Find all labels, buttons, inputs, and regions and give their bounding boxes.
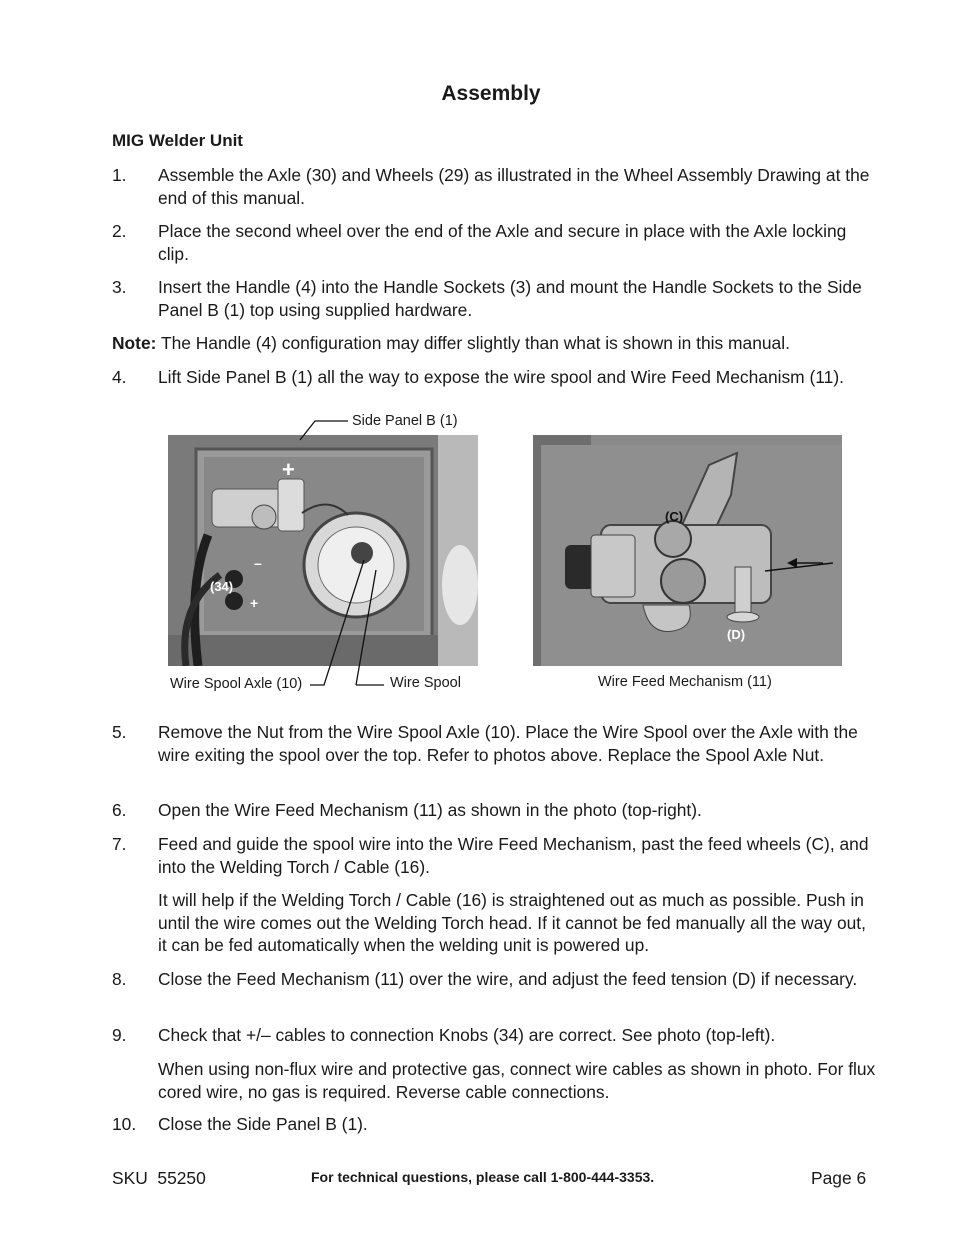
photo-wire-feed-drawing: [533, 435, 842, 666]
note-text: The Handle (4) configuration may differ slightly than what is shown in this manual.: [156, 333, 790, 353]
step-6: [112, 799, 882, 822]
label-minus: –: [254, 555, 262, 571]
step-text: Lift Side Panel B (1) all the way to expose the wire spool and Wire Feed Mechanism (11).: [158, 367, 844, 387]
step-1: [112, 164, 882, 209]
step-number: 5.: [112, 722, 127, 742]
label-knobs: (34): [210, 579, 234, 594]
label-feed-wheels: (C): [665, 509, 684, 524]
footer-page-number: Page 6: [811, 1168, 867, 1188]
step-4: [112, 366, 882, 389]
step-number: 2.: [112, 221, 127, 241]
step-10: [112, 1113, 882, 1136]
caption-wire-spool: Wire Spool: [390, 675, 461, 691]
step-text: Check that +/– cables to connection Knobs (34) are correct. See photo (top-left).: [158, 1025, 776, 1045]
note-label: Note:: [112, 333, 157, 353]
step-3: [112, 276, 882, 321]
step-text: Remove the Nut from the Wire Spool Axle (10). Place the Wire Spool over the Axle with the wire exiting the spool over the top. Refer to photos above. Replace the Spool Axle Nut.: [158, 722, 858, 765]
label-plus: +: [250, 595, 259, 611]
step-number: 4.: [112, 367, 127, 387]
note: [112, 332, 882, 355]
step-text: Close the Feed Mechanism (11) over the wire, and adjust the feed tension (D) if necessary.: [158, 969, 858, 989]
step-text: Close the Side Panel B (1).: [158, 1114, 368, 1134]
step-text: Insert the Handle (4) into the Handle Sockets (3) and mount the Handle Sockets to the Side Panel B (1) top using supplied hardware.: [158, 277, 862, 320]
step-2: [112, 220, 882, 265]
step-5: [112, 721, 882, 766]
step-7: [112, 833, 882, 878]
footer-sku: SKU 55250: [112, 1168, 206, 1188]
page-title: Assembly: [441, 82, 541, 105]
step-number: 3.: [112, 277, 127, 297]
section-title: MIG Welder Unit: [112, 131, 243, 150]
arrow-wire-entry: [785, 555, 825, 571]
photo-wire-feed-mechanism: [533, 435, 842, 666]
callout-side-panel: Side Panel B (1): [352, 413, 458, 429]
step-9: [112, 1024, 882, 1047]
step-9-detail: When using non-flux wire and protective gas, connect wire cables as shown in photo. For flux cored wire, no gas is required. Reverse cable connections.: [158, 1059, 876, 1102]
caption-wire-spool-axle: Wire Spool Axle (10): [170, 676, 303, 692]
step-text: Open the Wire Feed Mechanism (11) as shown in the photo (top-right).: [158, 800, 702, 820]
step-text: Assemble the Axle (30) and Wheels (29) as illustrated in the Wheel Assembly Drawing at the end of this manual.: [158, 165, 870, 208]
step-number: 7.: [112, 834, 127, 854]
caption-wire-feed-mechanism: Wire Feed Mechanism (11): [598, 674, 772, 690]
step-number: 1.: [112, 165, 127, 185]
callout-lines-left: [150, 400, 490, 700]
step-text: Feed and guide the spool wire into the Wire Feed Mechanism, past the feed wheels (C), and into the Welding Torch / Cable (16).: [158, 834, 869, 877]
step-number: 6.: [112, 800, 127, 820]
step-7-detail: It will help if the Welding Torch / Cable (16) is straightened out as much as possible. Push in until the wire comes out the Welding Torch head. If it cannot be fed manually all the way out, it can be fed automatically when the welding unit is powered up.: [158, 890, 866, 955]
label-feed-tension: (D): [727, 627, 746, 642]
step-number: 8.: [112, 969, 127, 989]
step-8: [112, 968, 882, 991]
label-plus-top: +: [282, 457, 295, 482]
footer-tech-support: For technical questions, please call 1-800-444-3353.: [311, 1169, 655, 1185]
step-number: 9.: [112, 1025, 127, 1045]
step-number: 10.: [112, 1114, 137, 1134]
step-text: Place the second wheel over the end of the Axle and secure in place with the Axle locking clip.: [158, 221, 847, 264]
